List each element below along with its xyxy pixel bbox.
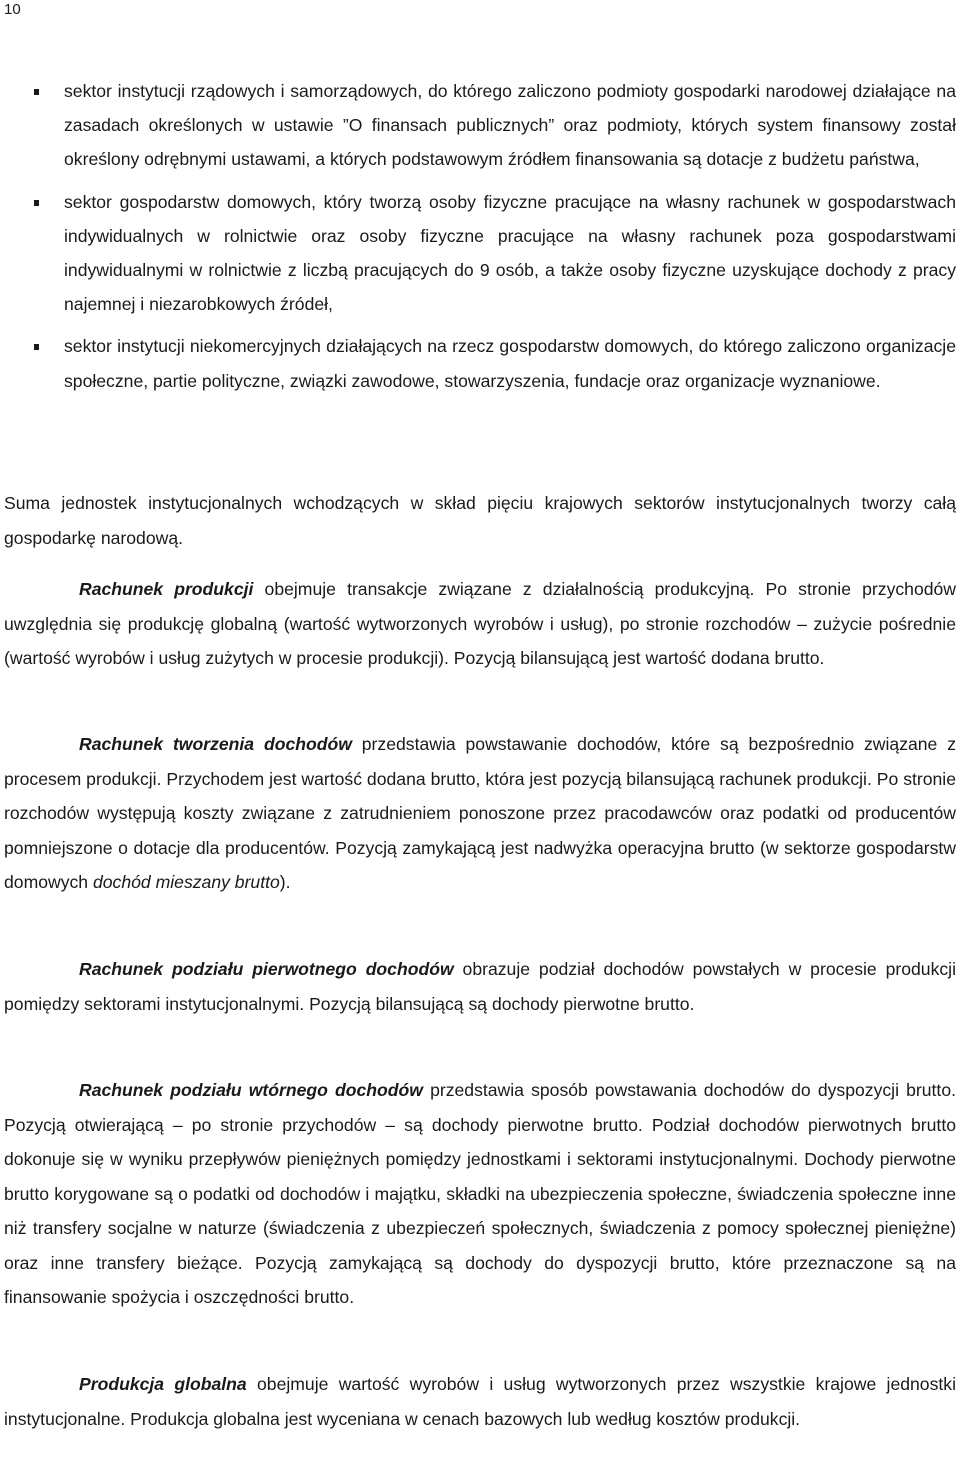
section-text: obrazuje podział dochodów powstałych w procesie produkcji pomiędzy sektorami instytucjonalnymi. Pozycją bilansującą są dochody pierwotne brutto. (4, 959, 956, 1014)
sector-bullet-list (0, 74, 960, 406)
bullet-item-government-sector (0, 74, 960, 177)
section-secondary-distribution-account (4, 1073, 956, 1315)
summary-text: Suma jednostek instytucjonalnych wchodzących w skład pięciu krajowych sektorów instytucjonalnych tworzy całą gospodarkę narodową. (4, 493, 956, 548)
section-italic-text: dochód mieszany brutto (92, 872, 280, 892)
bullet-text: sektor instytucji rządowych i samorządowych, do którego zaliczono podmioty gospodarki narodowej działające na zasadach określonych w ustawie ”O finansach publicznych” oraz podmioty, których system finansowy został określony odrębnymi ustawami, a których podstawowym źródłem finansowania są dotacje z budżetu państwa, (64, 81, 956, 170)
section-gross-output (4, 1367, 956, 1436)
section-text: przedstawia powstawanie dochodów, które są bezpośrednio związane z procesem produkcji. Przychodem jest wartość dodana brutto, która jest pozycją bilansującą rachunek produkcji. Po stronie rozchodów występują koszty związane z zatrudnieniem ponoszone przez pracodawców oraz podatki od producentów pomniejszone o dotacje dla producentów. Pozycją zamykającą jest nadwyżka operacyjna brutto (w sektorze gospodarstw domowych (4, 734, 956, 892)
bullet-item-npish-sector (0, 329, 960, 397)
section-term: Rachunek podziału wtórnego dochodów (79, 1080, 423, 1100)
section-primary-distribution-account (4, 952, 956, 1021)
section-text: obejmuje transakcje związane z działalnością produkcyjną. Po stronie przychodów uwzględnia się produkcję globalną (wartość wytworzonych wyrobów i usług), po stronie rozchodów – zużycie pośrednie (wartość wyrobów i usług zużytych w procesie produkcji). Pozycją bilansującą jest wartość dodana brutto. (4, 579, 957, 668)
section-text-tail: ). (279, 872, 291, 892)
section-income-generation-account (4, 727, 956, 900)
section-term: Rachunek podziału pierwotnego dochodów (79, 959, 454, 979)
section-text: przedstawia sposób powstawania dochodów do dyspozycji brutto. Pozycją otwierającą – po stronie przychodów – są dochody pierwotne brutto. Podział dochodów pierwotnych brutto dokonuje się w wyniku przepływów pieniężnych pomiędzy jednostkami i sektorami instytucjonalnymi. Dochody pierwotne brutto korygowane są o podatki od dochodów i majątku, składki na ubezpieczenia społeczne, świadczenia społeczne inne niż transfery socjalne w naturze (świadczenia z ubezpieczeń społecznych, świadczenia z pomocy społecznej pieniężne) oraz inne transfery bieżące. Pozycją zamykającą są dochody do dyspozycji brutto, które przeznaczone są na finansowanie spożycia i oszczędności brutto. (4, 1080, 956, 1307)
section-term: Produkcja globalna (79, 1374, 247, 1394)
bullet-text: sektor gospodarstw domowych, który tworzą osoby fizyczne pracujące na własny rachunek w gospodarstwach indywidualnych w rolnictwie oraz osoby fizyczne pracujące na własny rachunek poza gospodarstwami indywidualnymi w rolnictwie z liczbą pracujących do 9 osób, a także osoby fizyczne uzyskujące dochody z pracy najemnej i niezarobkowych źródeł, (64, 191, 956, 315)
section-production-account (4, 572, 956, 676)
section-term: Rachunek produkcji (79, 579, 254, 599)
bullet-text: sektor instytucji niekomercyjnych działających na rzecz gospodarstw domowych, do którego zaliczono organizacje społeczne, partie polityczne, związki zawodowe, stowarzyszenia, fundacje oraz organizacje wyznaniowe. (64, 336, 956, 391)
square-bullet-icon (34, 344, 39, 350)
bullet-item-households-sector (0, 185, 960, 322)
square-bullet-icon (34, 200, 39, 206)
section-text: obejmuje wartość wyrobów i usług wytworzonych przez wszystkie krajowe jednostki instytucjonalne. Produkcja globalna jest wyceniana w cenach bazowych lub według kosztów produkcji. (4, 1374, 956, 1429)
page-number: 10 (4, 1, 21, 18)
square-bullet-icon (34, 89, 39, 95)
section-term: Rachunek tworzenia dochodów (79, 734, 352, 754)
summary-paragraph (4, 486, 956, 555)
